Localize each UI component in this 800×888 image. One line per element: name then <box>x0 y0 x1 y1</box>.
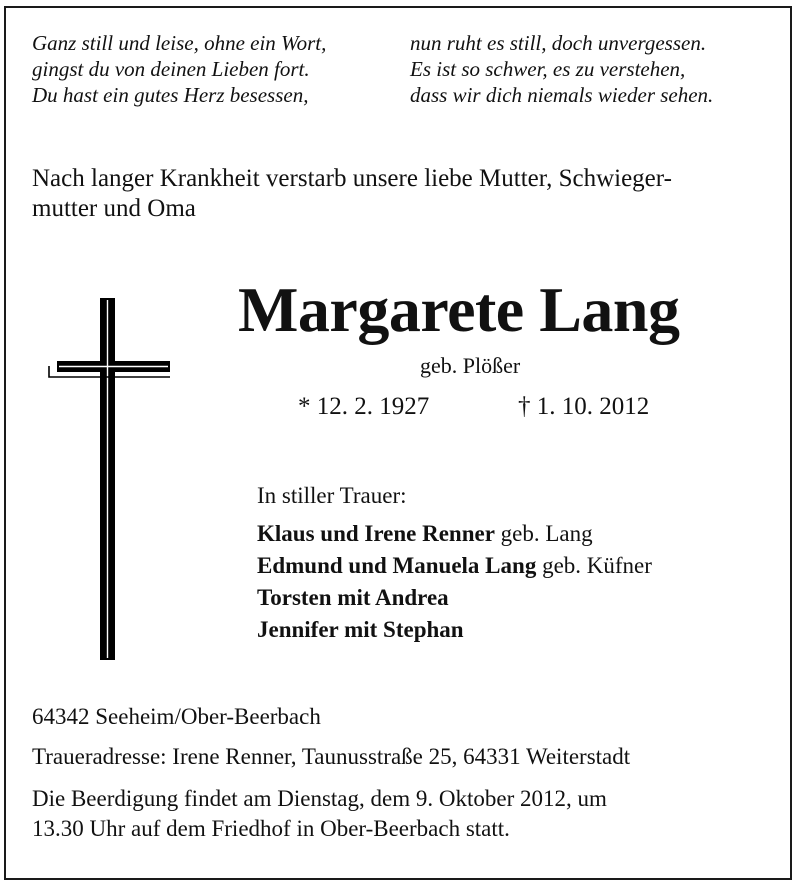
funeral-line: Die Beerdigung findet am Dienstag, dem 9. Oktober 2012, um <box>32 786 607 811</box>
intro-line: Nach langer Krankheit verstarb unsere liebe Mutter, Schwieger- <box>32 165 672 192</box>
intro-line: mutter und Oma <box>32 195 196 222</box>
birth-date: * 12. 2. 1927 <box>298 393 430 420</box>
deceased-name: Margarete Lang <box>238 274 680 345</box>
mourner-name: Klaus und Irene Renner <box>257 521 495 546</box>
mourner-suffix: geb. Küfner <box>536 553 652 578</box>
mourners-block <box>257 480 652 646</box>
mourner-name: Jennifer mit Stephan <box>257 617 464 642</box>
mourner-entry <box>257 582 652 614</box>
poem-line: gingst du von deinen Lieben fort. <box>32 57 310 81</box>
mourner-name: Torsten mit Andrea <box>257 585 449 610</box>
mourner-name: Edmund und Manuela Lang <box>257 553 537 578</box>
poem-line: dass wir dich niemals wieder sehen. <box>410 83 714 107</box>
mourning-address: Traueradresse: Irene Renner, Taunusstraße 25, 64331 Weiterstadt <box>32 744 631 769</box>
mourner-entry <box>257 550 652 582</box>
maiden-name: geb. Plößer <box>420 353 521 378</box>
mourners-heading: In stiller Trauer: <box>257 483 407 508</box>
poem-line: Du hast ein gutes Herz besessen, <box>32 83 309 107</box>
funeral-info <box>32 784 607 844</box>
mourner-entry <box>257 614 652 646</box>
death-date: † 1. 10. 2012 <box>518 393 650 420</box>
mourner-entry <box>257 518 652 550</box>
poem-line: Ganz still und leise, ohne ein Wort, <box>32 31 327 55</box>
place-line: 64342 Seeheim/Ober-Beerbach <box>32 704 321 729</box>
poem-line: nun ruht es still, doch unvergessen. <box>410 31 707 55</box>
poem-line: Es ist so schwer, es zu verstehen, <box>410 57 686 81</box>
funeral-line: 13.30 Uhr auf dem Friedhof in Ober-Beerbach statt. <box>32 816 510 841</box>
mourner-suffix: geb. Lang <box>494 521 593 546</box>
